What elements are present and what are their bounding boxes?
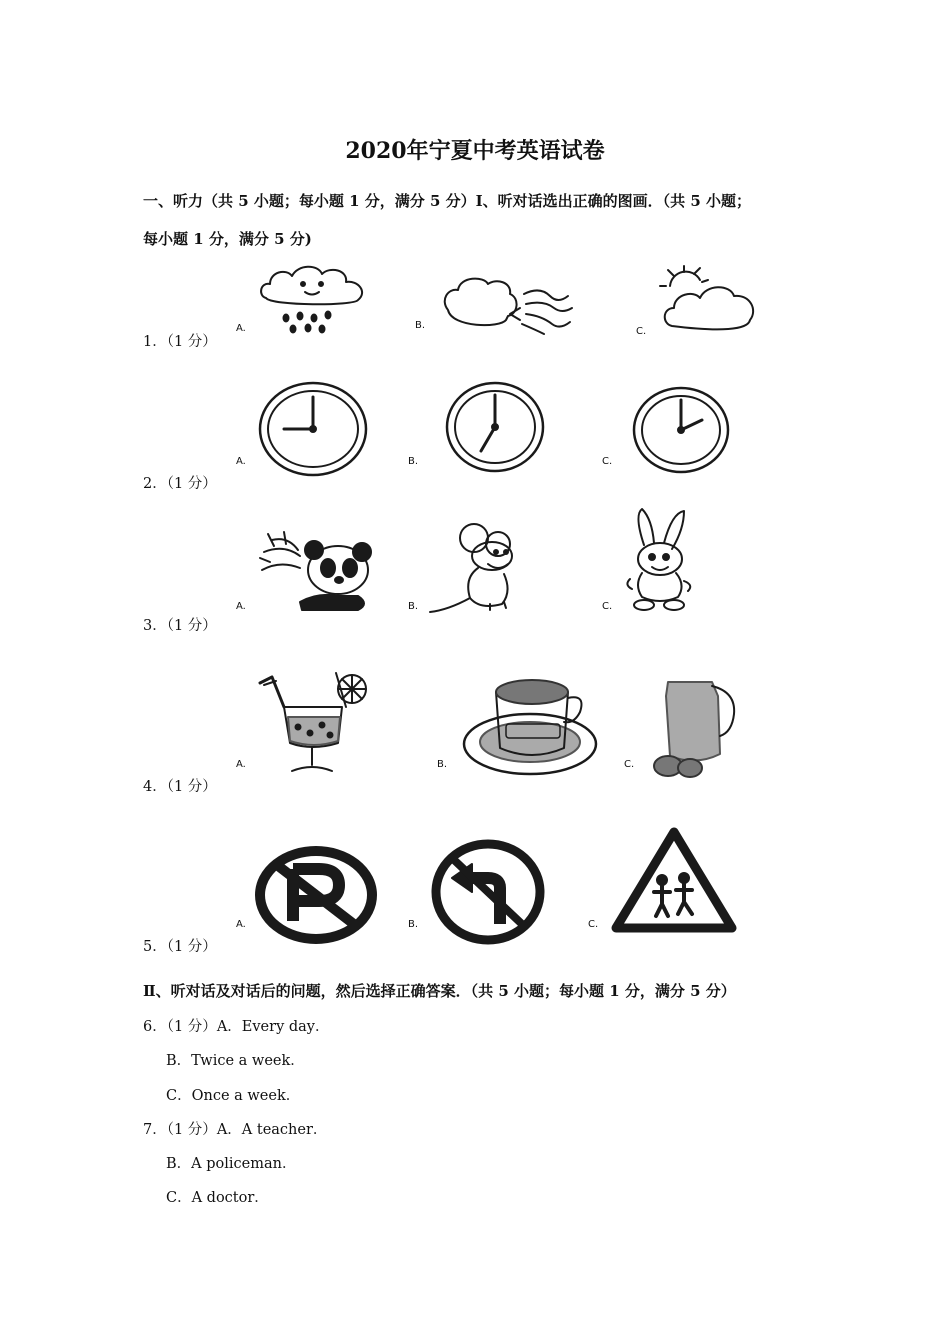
- rain-cloud-icon[interactable]: [258, 262, 373, 337]
- section1-header-line2: 每小题 1 分，满分 5 分): [143, 230, 312, 248]
- question-6-option-c[interactable]: C．Once a week．: [166, 1088, 301, 1104]
- question-7-option-a[interactable]: A．A teacher．: [216, 1122, 328, 1138]
- q5-option-c-label: C.: [588, 919, 599, 930]
- page-title: 2020年宁夏中考英语试卷: [345, 138, 605, 164]
- q5-option-b-label: B.: [408, 919, 419, 930]
- q2-option-a-label: A.: [236, 456, 246, 467]
- q2-option-b-label: B.: [408, 456, 419, 467]
- clock-two-icon[interactable]: [632, 386, 730, 474]
- question-4-number: 4．（1 分）: [143, 779, 217, 795]
- question-3-number: 3．（1 分）: [143, 618, 217, 634]
- q5-option-a-label: A.: [236, 919, 246, 930]
- question-7-option-b[interactable]: B．A policeman．: [166, 1156, 297, 1172]
- question-5-number: 5．（1 分）: [143, 939, 217, 955]
- panda-icon[interactable]: [258, 526, 383, 616]
- q4-option-c-label: C.: [624, 759, 635, 770]
- no-parking-sign-icon[interactable]: [253, 845, 379, 945]
- question-7-option-c[interactable]: C．A doctor．: [166, 1190, 269, 1206]
- section2-header: Ⅱ、听对话及对话后的问题，然后选择正确答案．（共 5 小题；每小题 1 分，满分 5 分）: [143, 982, 736, 1000]
- q4-option-b-label: B.: [437, 759, 448, 770]
- wind-cloud-icon[interactable]: [440, 270, 580, 340]
- question-1-number: 1．（1 分）: [143, 334, 217, 350]
- children-crossing-sign-icon[interactable]: [612, 826, 737, 934]
- milk-jug-icon[interactable]: [650, 676, 745, 780]
- juice-glass-icon[interactable]: [258, 667, 370, 777]
- clock-nine-icon[interactable]: [258, 381, 368, 477]
- q3-option-c-label: C.: [602, 601, 613, 612]
- no-left-turn-sign-icon[interactable]: [430, 838, 546, 946]
- question-6-option-a[interactable]: A．Every day．: [216, 1019, 330, 1035]
- q4-option-a-label: A.: [236, 759, 246, 770]
- rabbit-icon[interactable]: [622, 505, 697, 615]
- clock-seven-icon[interactable]: [445, 381, 545, 473]
- q1-option-b-label: B.: [415, 320, 426, 331]
- q1-option-a-label: A.: [236, 323, 246, 334]
- question-6-number: 6．（1 分）: [143, 1019, 217, 1035]
- coffee-cup-icon[interactable]: [460, 672, 600, 780]
- q1-option-c-label: C.: [636, 326, 647, 337]
- sun-cloud-icon[interactable]: [660, 266, 760, 341]
- question-7-line: [143, 1118, 327, 1139]
- question-6-option-b[interactable]: B．Twice a week．: [166, 1053, 305, 1069]
- question-7-number: 7．（1 分）: [143, 1122, 217, 1138]
- question-2-number: 2．（1 分）: [143, 476, 217, 492]
- q2-option-c-label: C.: [602, 456, 613, 467]
- question-6-line: [143, 1015, 330, 1036]
- q3-option-b-label: B.: [408, 601, 419, 612]
- q3-option-a-label: A.: [236, 601, 246, 612]
- mouse-icon[interactable]: [428, 518, 528, 616]
- section1-header-line1: 一、听力（共 5 小题；每小题 1 分，满分 5 分）Ⅰ、听对话选出正确的图画．（共 5 小题；: [143, 192, 752, 210]
